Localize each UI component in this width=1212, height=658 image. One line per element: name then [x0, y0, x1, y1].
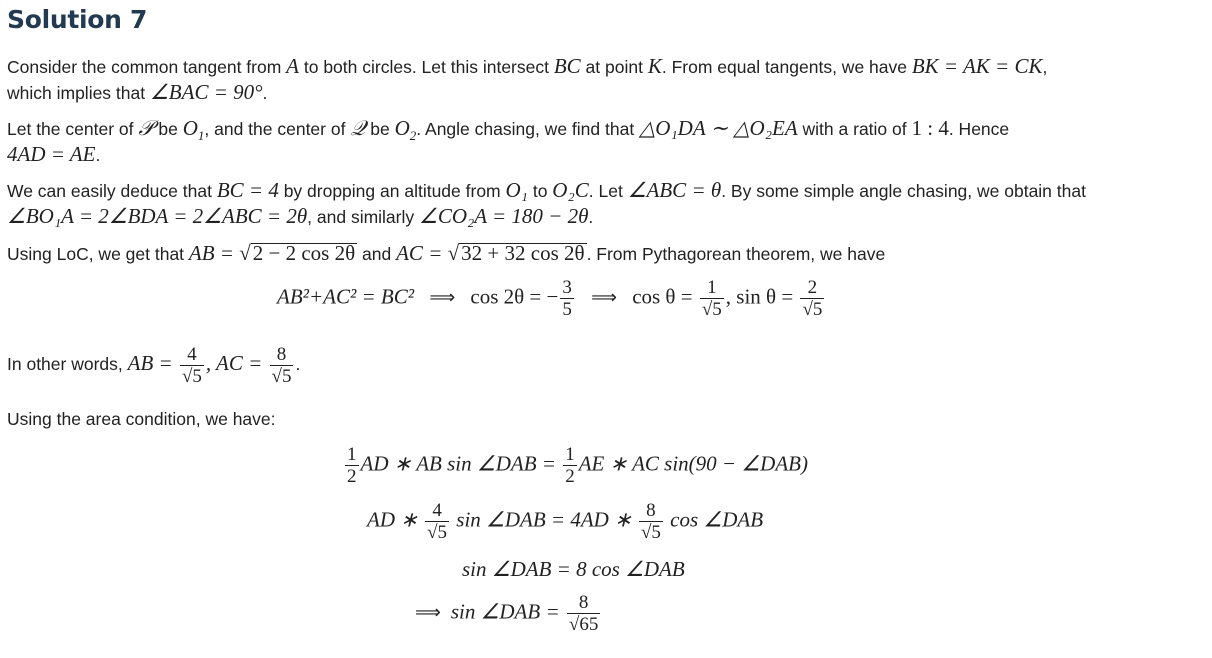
math-ratio: 1 : 4	[911, 116, 949, 140]
math-area-lhs: AD ∗ AB sin ∠DAB =	[360, 451, 562, 476]
display-equation-row-2	[367, 500, 763, 543]
math-sin-eq-8cos: sin ∠DAB = 8 cos ∠DAB	[462, 557, 685, 581]
display-equation-row-4	[415, 592, 602, 635]
fraction-1-sqrt5: $\frac{1}{√5}$	[701, 277, 722, 320]
text: and	[357, 244, 397, 264]
math-equal-tangents: BK = AK = CK	[911, 54, 1043, 78]
paragraph-loc	[7, 241, 885, 267]
text: Using LoC, we get that	[7, 244, 189, 264]
text: . From Pythagorean theorem, we have	[586, 244, 886, 264]
fraction-2-sqrt5: $\frac{2}{√5}$	[802, 277, 823, 320]
fraction-8-sqrt5: $\frac{8}{√5}$	[640, 500, 661, 543]
solution-title: Solution 7	[7, 5, 148, 34]
text: Consider the common tangent from	[7, 57, 287, 77]
math-cos-theta: cos θ =	[632, 284, 698, 309]
math-4ad-ae: 4AD = AE	[7, 142, 96, 166]
text: . Hence	[948, 119, 1010, 139]
text: by dropping an altitude from	[278, 181, 506, 201]
text: be	[365, 119, 395, 139]
text: Using the area condition, we have:	[7, 409, 276, 429]
math-o1: O₁	[505, 178, 528, 202]
math-ac: , AC =	[205, 351, 268, 376]
text: ,	[1042, 57, 1048, 77]
math-sin-theta: , sin θ =	[725, 284, 799, 309]
math-o1: $O_1$	[182, 116, 205, 144]
fraction-8-sqrt65: $\frac{8}{√65}$	[568, 592, 599, 635]
math-q: 𝒬	[350, 116, 366, 140]
math-sin-dab-eq: sin ∠DAB = 4AD ∗	[451, 507, 637, 532]
implies-arrow: ⟹	[429, 287, 456, 309]
display-equation-row-3	[462, 557, 685, 582]
paragraph-tangent-line2	[7, 80, 267, 106]
text: , and the center of	[204, 119, 351, 139]
paragraph-angle-chase	[7, 178, 1086, 204]
math-bc-4: BC = 4	[216, 178, 279, 202]
display-equation-row-1	[343, 444, 808, 487]
math-angle-bo1a: ∠BO₁A = 2∠BDA = 2∠ABC = 2θ	[7, 204, 308, 228]
text: be	[153, 119, 183, 139]
math-pythagoras-lhs: AB²+AC² = BC²	[277, 284, 415, 309]
implies-arrow: ⟹	[415, 602, 441, 624]
text: . Let	[588, 181, 628, 201]
text: . By some simple angle chasing, we obtain that	[721, 181, 1086, 201]
fraction-8-sqrt5: $\frac{8}{√5}$	[271, 344, 292, 387]
paragraph-other-words	[7, 344, 300, 387]
text: We can easily deduce that	[7, 181, 217, 201]
math-ab: AB =	[188, 241, 240, 265]
text: at point	[580, 57, 648, 77]
paragraph-centers	[7, 116, 1009, 148]
text: to	[527, 181, 553, 201]
text: . From equal tangents, we have	[661, 57, 912, 77]
paragraph-angle-chase-line2	[7, 204, 593, 230]
text: . Angle chasing, we find that	[416, 119, 640, 139]
text: .	[262, 83, 268, 103]
paragraph-tangent	[7, 54, 1047, 80]
fraction-one-half: $\frac{1}{2}$	[565, 444, 575, 487]
text: to both circles. Let this intersect	[299, 57, 554, 77]
math-p: 𝒫	[138, 116, 154, 140]
implies-arrow: ⟹	[591, 287, 617, 309]
math-ab: AB =	[127, 351, 178, 376]
math-similar-triangles: △O₁DA ∼ △O₂EA	[639, 116, 798, 140]
paragraph-area-condition	[7, 407, 276, 432]
fraction-4-sqrt5: $\frac{4}{√5}$	[427, 500, 448, 543]
math-area-rhs: AE ∗ AC sin(90 − ∠DAB)	[578, 451, 808, 476]
text: In other words,	[7, 354, 128, 375]
math-angle-co2a: ∠CO₂A = 180 − 2θ	[419, 204, 589, 228]
math-angle-abc: ∠ABC = θ	[627, 178, 722, 202]
fraction-3-5: $\frac{3}{5}$	[562, 277, 572, 320]
math-cos2theta: cos 2θ = −	[470, 284, 559, 309]
text: .	[295, 354, 301, 375]
fraction-4-sqrt5: $\frac{4}{√5}$	[181, 344, 202, 387]
fraction-one-half: $\frac{1}{2}$	[347, 444, 357, 487]
display-equation-pythagoras	[277, 277, 826, 320]
math-o2: $O_2$	[394, 116, 417, 144]
text: .	[588, 207, 594, 227]
text: .	[95, 145, 101, 165]
text: , and similarly	[307, 207, 419, 227]
text: Let the center of	[7, 119, 139, 139]
math-a: A	[286, 54, 299, 78]
text: with a ratio of	[797, 119, 912, 139]
math-cos-dab: cos ∠DAB	[664, 507, 764, 532]
text: which implies that	[7, 83, 150, 103]
sqrt-ab: √2 − 2 cos 2θ	[239, 241, 356, 265]
math-sin-dab-result: sin ∠DAB =	[450, 599, 565, 624]
math-ad: AD ∗	[367, 507, 424, 532]
sqrt-ac: √32 + 32 cos 2θ	[447, 241, 585, 265]
math-bc: BC	[553, 54, 581, 78]
paragraph-centers-line2	[7, 142, 100, 168]
math-ac: AC =	[396, 241, 448, 265]
math-o2c: O₂C	[552, 178, 589, 202]
math-angle-bac: ∠BAC = 90°	[149, 80, 263, 104]
math-k: K	[647, 54, 662, 78]
